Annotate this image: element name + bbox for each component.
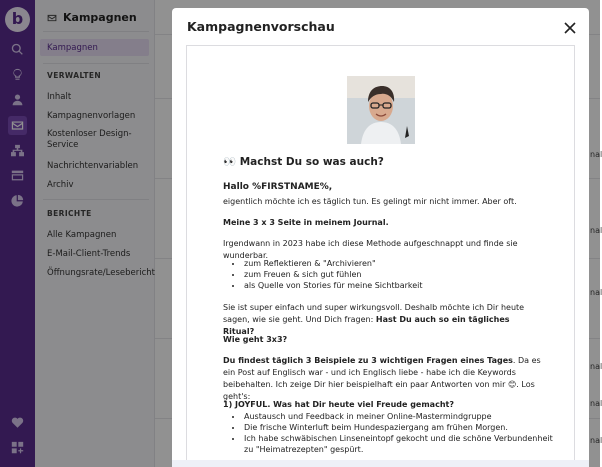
- email-intro: eigentlich möchte ich es täglich tun. Es gelingt mir nicht immer. Aber oft.: [223, 197, 517, 206]
- sidebar-item-kampagnenvorlagen[interactable]: Kampagnenvorlagen: [47, 111, 136, 121]
- row-label-fragment: nal: [590, 150, 602, 159]
- email-paragraph: [223, 302, 543, 338]
- sidebar-item-kampagnen[interactable]: Kampagnen: [47, 43, 98, 53]
- email-preview-frame[interactable]: [186, 45, 575, 467]
- list-item: • als Quelle von Stories für meine Sichtbarkeit: [243, 280, 553, 291]
- email-paragraph: Irgendwann in 2023 habe ich diese Methode aufgeschnappt und finde sie wunderbar.: [223, 239, 518, 260]
- sidebar-item-alle-kampagnen[interactable]: Alle Kampagnen: [47, 230, 117, 240]
- app-logo[interactable]: b: [5, 7, 30, 32]
- list-item: • zum Freuen & sich gut fühlen: [243, 269, 553, 280]
- sidebar-title: Kampagnen: [63, 11, 137, 24]
- email-subheading-joyful: 1) JOYFUL. Was hat Dir heute viel Freude gemacht?: [223, 400, 454, 409]
- list-item: • Ich habe schwäbischen Linseneintopf gekocht und die schöne Verbundenheit zu "Heimatrezepten" gespürt.: [243, 433, 553, 455]
- section-label-verwalten: VERWALTEN: [47, 71, 102, 80]
- email-text: Sie ist super einfach und super wirkungsvoll. Deshalb möchte ich Dir heute sagen, wie sie geht. Und Dich fragen:: [223, 303, 525, 324]
- sidebar-item-design-service[interactable]: Kostenloser Design-Service: [47, 129, 132, 150]
- email-headline: 👀 Machst Du so was auch?: [223, 156, 384, 168]
- email-bullet-list: [223, 258, 553, 291]
- sidebar-item-archiv[interactable]: Archiv: [47, 180, 74, 190]
- sidebar-item-inhalt[interactable]: Inhalt: [47, 92, 72, 102]
- row-label-fragment: nal: [590, 288, 602, 297]
- author-photo: [347, 76, 415, 144]
- email-paragraph: [223, 355, 545, 403]
- email-bullet-list: [223, 411, 553, 455]
- section-label-berichte: BERICHTE: [47, 209, 92, 218]
- email-question: Hast Du auch so ein tägliches Ritual?: [223, 315, 510, 336]
- list-item: • zum Reflektieren & "Archivieren": [243, 258, 553, 269]
- campaign-preview-modal: [172, 8, 589, 467]
- modal-title: Kampagnenvorschau: [187, 19, 335, 34]
- list-item: • Austausch und Feedback in meiner Online-Mastermindgruppe: [243, 411, 553, 422]
- email-subheading-how: Wie geht 3x3?: [223, 335, 288, 344]
- list-item: • Die frische Winterluft beim Hundespaziergang am frühen Morgen.: [243, 422, 553, 433]
- email-greeting: Hallo %FIRSTNAME%,: [223, 182, 333, 192]
- row-label-fragment: nal: [590, 362, 602, 371]
- email-text-bold: Du findest täglich 3 Beispiele zu 3 wichtigen Fragen eines Tages: [223, 356, 513, 365]
- email-text: . Da es ein Post auf Englisch war - und ich Englisch liebe - habe ich die Keywords beibehalten. Ich zeige Dir hier beispielhaft ein paar Antworten von mir 😊. Los geht's:: [223, 356, 541, 401]
- sidebar-item-email-client-trends[interactable]: E-Mail-Client-Trends: [47, 249, 131, 259]
- modal-footer: [172, 460, 589, 467]
- row-label-fragment: nal: [590, 399, 602, 408]
- email-subheading-journal: Meine 3 x 3 Seite in meinem Journal.: [223, 218, 389, 227]
- row-label-fragment: nal: [590, 436, 602, 445]
- sidebar-item-oeffnungsrate[interactable]: Öffnungsrate/Lesebericht: [47, 268, 156, 278]
- row-label-fragment: nal: [590, 226, 602, 235]
- close-icon[interactable]: [563, 20, 577, 34]
- sidebar-item-nachrichtenvariablen[interactable]: Nachrichtenvariablen: [47, 161, 139, 171]
